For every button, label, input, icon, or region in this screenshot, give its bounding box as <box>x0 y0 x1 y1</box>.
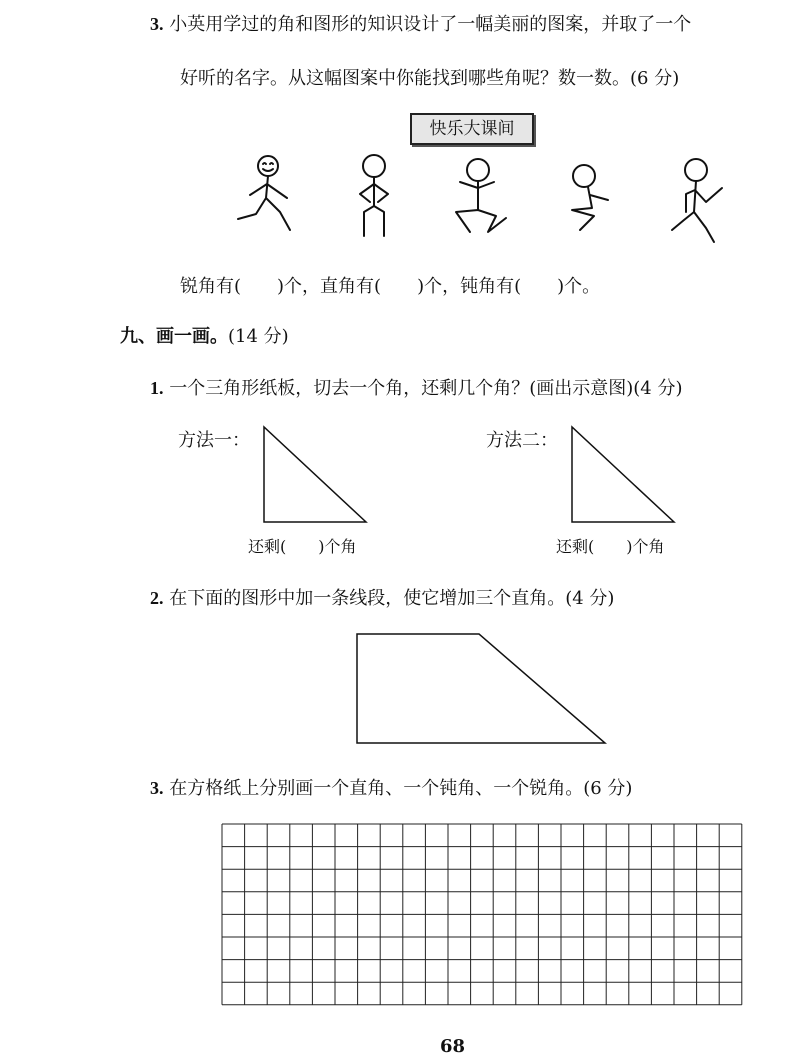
section-9-title: 九、画一画。 <box>120 326 228 347</box>
q2-text: 在下面的图形中加一条线段，使它增加三个直角。(4 分) <box>169 588 615 609</box>
q2-line <box>150 584 614 610</box>
banner-kuaile-dakejian: 快乐大课间 <box>410 113 534 145</box>
q3-top-text-line2: 好听的名字。从这幅图案中你能找到哪些角呢？数一数。(6 分) <box>180 68 680 89</box>
remain-1-label: 还剩( )个角 <box>248 537 357 556</box>
section-9-header <box>120 322 289 348</box>
triangle-method-2 <box>570 425 680 525</box>
q3-top-number: 3. <box>150 14 164 34</box>
q1-text: 一个三角形纸板，切去一个角，还剩几个角？(画出示意图)(4 分) <box>169 378 683 399</box>
method-2-label: 方法二： <box>486 430 558 451</box>
stick-figure-5 <box>672 159 722 242</box>
triangle-method-1 <box>262 425 372 525</box>
remain-2-label: 还剩( )个角 <box>556 537 665 556</box>
stick-figure-2 <box>360 155 388 236</box>
q2-number: 2. <box>150 588 164 608</box>
q3-bottom-line <box>150 774 632 800</box>
q3-bottom-number: 3. <box>150 778 164 798</box>
trapezoid-shape <box>355 632 610 747</box>
stick-figures-illustration <box>230 150 740 250</box>
stick-figure-4 <box>572 165 608 230</box>
q3-top-line1 <box>150 10 691 36</box>
stick-figure-1 <box>238 156 290 230</box>
q1-line <box>150 374 683 400</box>
page-number: 68 <box>440 1036 466 1057</box>
method-1-label: 方法一： <box>178 430 250 451</box>
q1-number: 1. <box>150 378 164 398</box>
square-grid-paper[interactable] <box>221 823 743 1007</box>
q3-top-text-line1: 小英用学过的角和图形的知识设计了一幅美丽的图案，并取了一个 <box>169 14 692 35</box>
section-9-points: (14 分) <box>228 326 289 347</box>
q3-top-answer-line: 锐角有( )个，直角有( )个，钝角有( )个。 <box>180 276 601 297</box>
stick-figure-3 <box>456 159 506 232</box>
q3-bottom-text: 在方格纸上分别画一个直角、一个钝角、一个锐角。(6 分) <box>169 778 633 799</box>
